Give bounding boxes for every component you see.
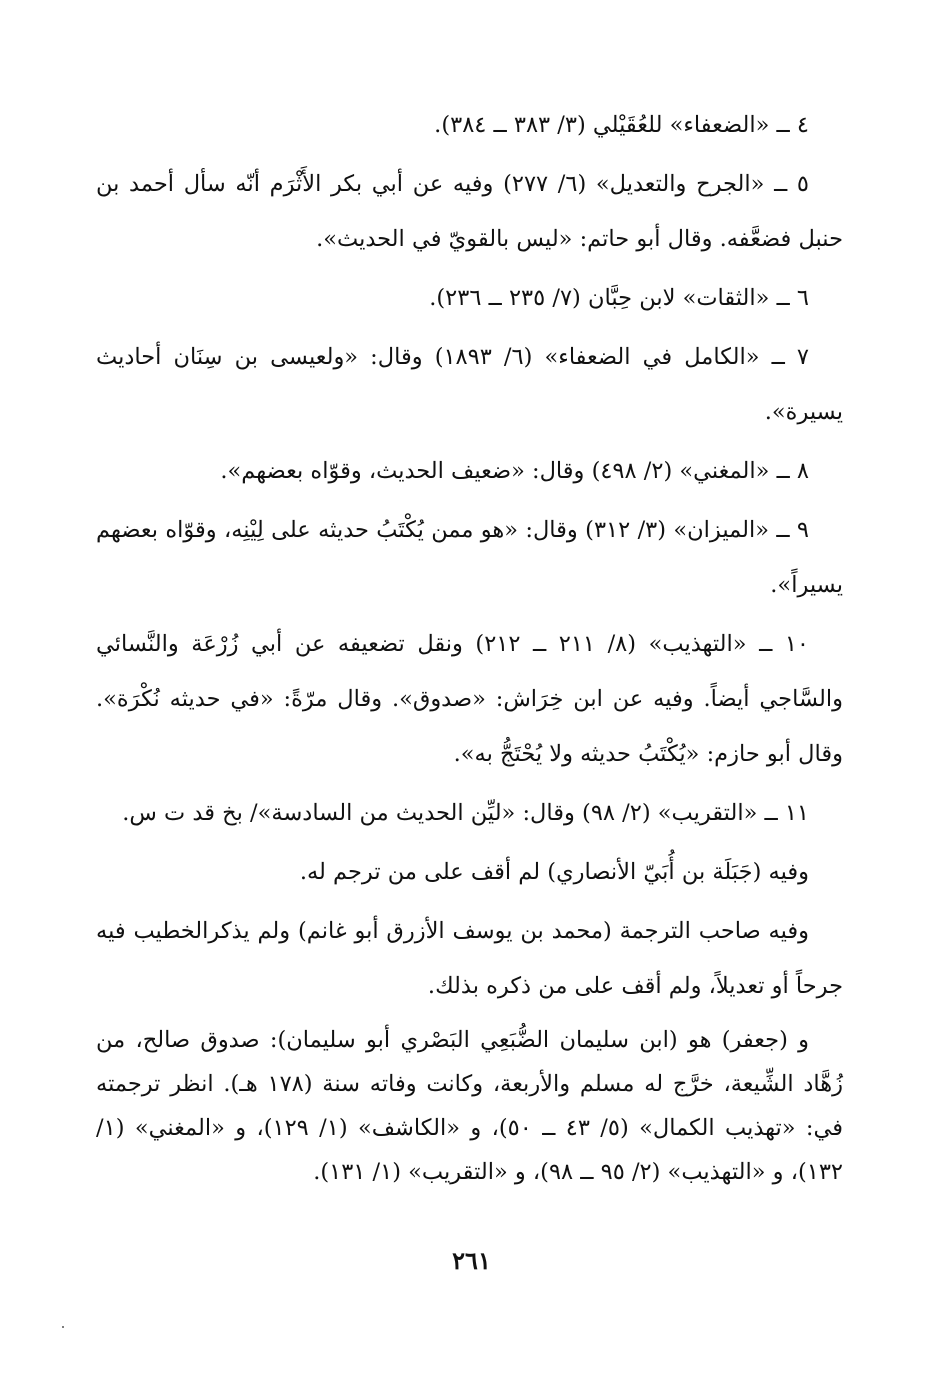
note-jafar xyxy=(96,1018,843,1194)
footnote-6-text: ٦ ــ «الثقات» لابن حِبَّان (٧/ ٢٣٥ ــ ٢٣٦). xyxy=(429,285,809,311)
footnote-10-text: ١٠ ــ «التهذيب» (٨/ ٢١١ ــ ٢١٢) ونقل تضعيفه عن أبي زُرْعَة والنَّسائي والسَّاجي أيضاً. وفيه عن ابن خِرَاش: «صدوق». وقال مرّةً: «في حديثه نُكْرَة». وقال أبو حازم: «يُكْتَبُ حديثه ولا يُحْتَجُّ به». xyxy=(96,631,843,767)
scan-speck xyxy=(62,1326,64,1328)
note-subject-text: وفيه صاحب الترجمة (محمد بن يوسف الأزرق أبو غانم) ولم يذكرالخطيب فيه جرحاً أو تعديلاً، ولم أقف على من ذكره بذلك. xyxy=(96,918,843,999)
note-jafar-text: و (جعفر) هو (ابن سليمان الضُّبَعِي البَصْري أبو سليمان): صدوق صالح، من زُهَّاد الشِّيعة، خرَّج له مسلم والأربعة، وكانت وفاته سنة (١٧٨ هـ). انظر ترجمته في: «تهذيب الكمال» (٥/ ٤٣ ــ ٥٠)، و «الكاشف» (١/ ١٢٩)، و «المغني» (١/ ١٣٢)، و «التهذيب» (٢/ ٩٥ ــ ٩٨)، و «التقريب» (١/ ١٣١). xyxy=(96,1027,844,1185)
footnote-7 xyxy=(96,330,843,440)
footnote-8 xyxy=(96,444,843,499)
footnote-8-text: ٨ ــ «المغني» (٢/ ٤٩٨) وقال: «ضعيف الحديث، وقوّاه بعضهم». xyxy=(220,458,809,484)
footnote-9-text: ٩ ــ «الميزان» (٣/ ٣١٢) وقال: «هو ممن يُكْتَبُ حديثه على لِيْنِه، وقوّاه بعضهم يسيراً». xyxy=(96,517,843,598)
footnote-11 xyxy=(96,786,843,841)
note-subject xyxy=(96,904,843,1014)
footnote-9 xyxy=(96,503,843,613)
note-jabala xyxy=(96,845,843,900)
footnote-5 xyxy=(96,157,843,267)
footnote-11-text: ١١ ــ «التقريب» (٢/ ٩٨) وقال: «ليِّن الحديث من السادسة»/ بخ قد ت س. xyxy=(122,800,809,826)
note-jabala-text: وفيه (جَبَلَة بن أُبَيّ الأنصاري) لم أقف على من ترجم له. xyxy=(299,859,809,885)
footnote-4 xyxy=(96,98,843,153)
footnote-7-text: ٧ ــ «الكامل في الضعفاء» (٦/ ١٨٩٣) وقال: «ولعيسى بن سِنَان أحاديث يسيرة». xyxy=(96,344,843,425)
page-number: ٢٦١ xyxy=(452,1246,491,1275)
footnote-5-text: ٥ ــ «الجرح والتعديل» (٦/ ٢٧٧) وفيه عن أبي بكر الأَثْرَم أنّه سأل أحمد بن حنبل فضعَّفه. وقال أبو حاتم: «ليس بالقويّ في الحديث». xyxy=(96,171,843,252)
footnote-6 xyxy=(96,271,843,326)
footnote-4-text: ٤ ــ «الضعفاء» للعُقَيْلي (٣/ ٣٨٣ ــ ٣٨٤). xyxy=(434,112,809,138)
footnotes-block xyxy=(96,98,843,1194)
footnote-10 xyxy=(96,617,843,782)
